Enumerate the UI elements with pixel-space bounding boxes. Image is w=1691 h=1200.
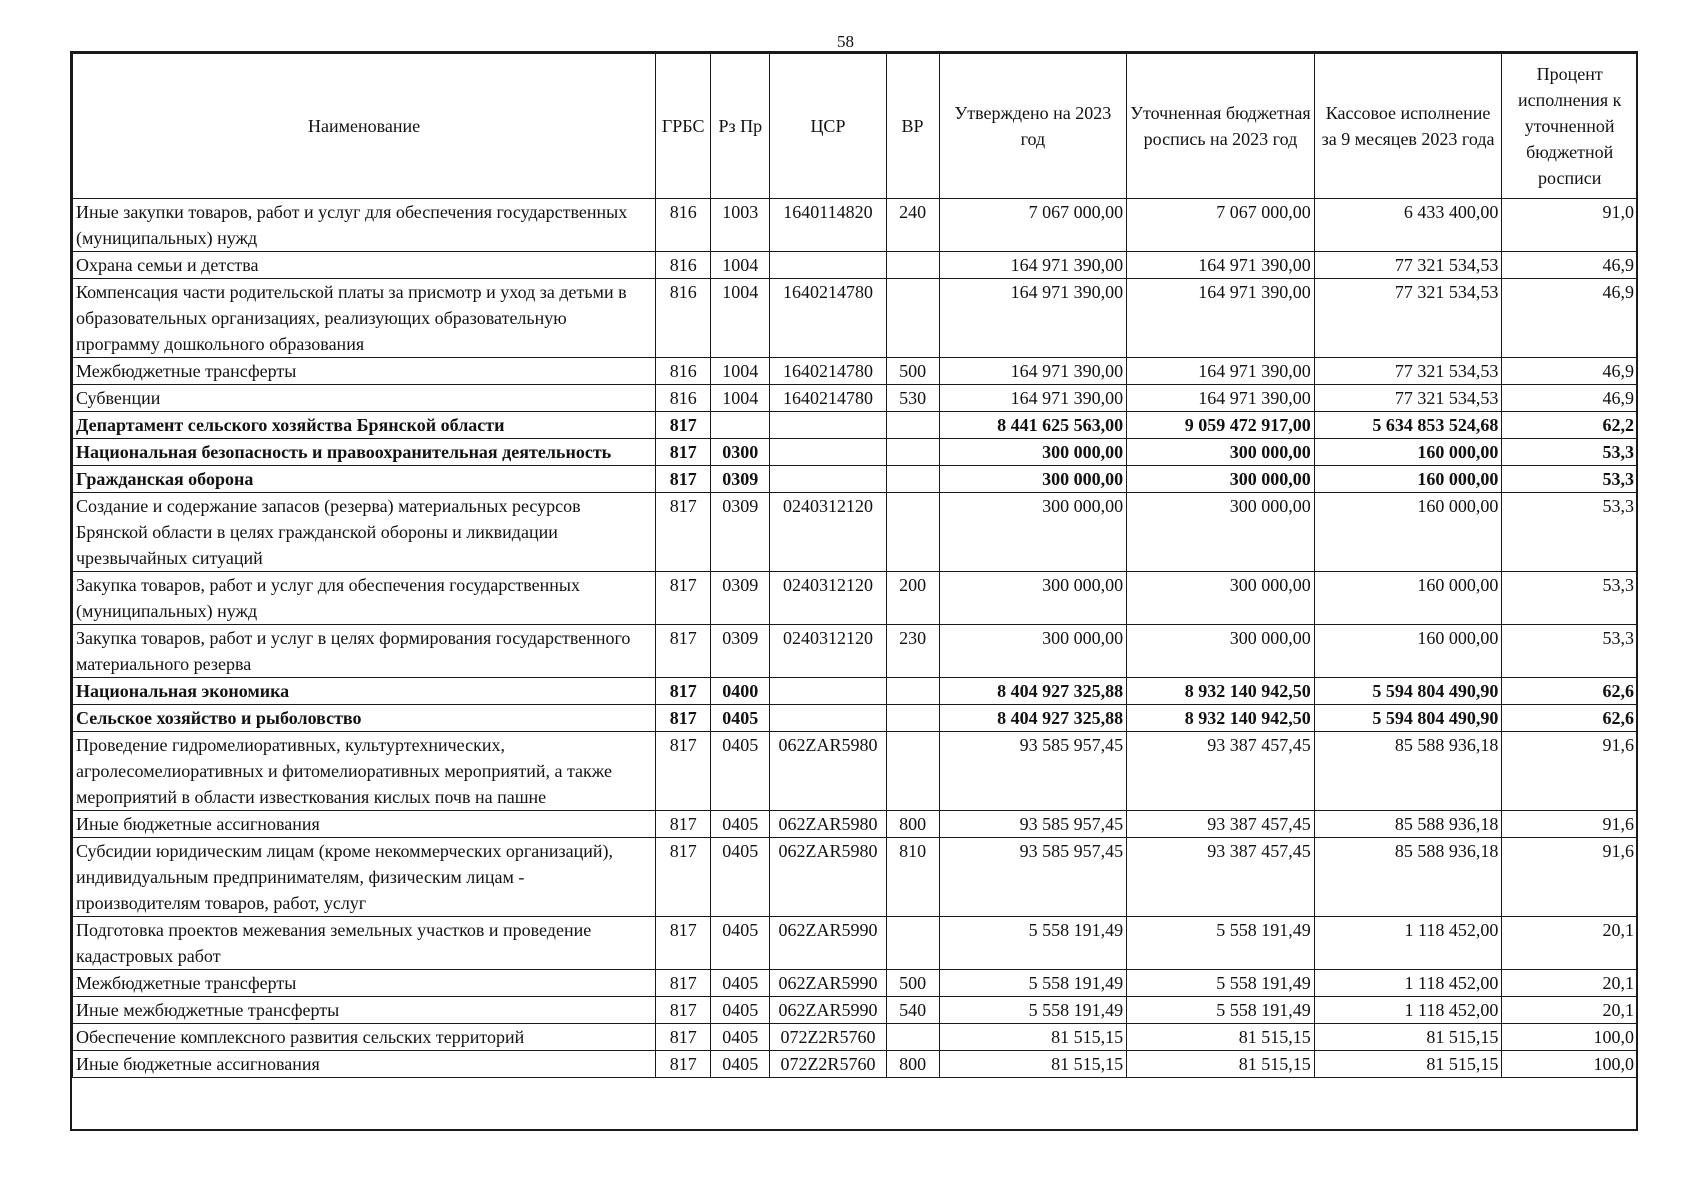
cell-csr <box>770 705 886 732</box>
cell-percent: 91,6 <box>1502 732 1638 811</box>
cell-cash: 160 000,00 <box>1314 466 1502 493</box>
header-name: Наименование <box>73 54 656 199</box>
cell-percent: 62,6 <box>1502 705 1638 732</box>
cell-cash: 5 594 804 490,90 <box>1314 705 1502 732</box>
table-row <box>73 199 1638 252</box>
cell-approved: 8 404 927 325,88 <box>939 678 1127 705</box>
cell-percent: 53,3 <box>1502 625 1638 678</box>
table-row <box>73 358 1638 385</box>
cell-cash: 1 118 452,00 <box>1314 997 1502 1024</box>
cell-name: Департамент сельского хозяйства Брянской области <box>73 412 656 439</box>
cell-approved: 164 971 390,00 <box>939 279 1127 358</box>
cell-refined: 300 000,00 <box>1127 572 1315 625</box>
table-row <box>73 625 1638 678</box>
cell-vr <box>886 705 939 732</box>
cell-percent: 20,1 <box>1502 917 1638 970</box>
cell-name: Национальная безопасность и правоохранительная деятельность <box>73 439 656 466</box>
cell-grbs: 817 <box>656 1051 711 1078</box>
table-body <box>73 199 1638 1078</box>
cell-vr: 530 <box>886 385 939 412</box>
cell-refined: 7 067 000,00 <box>1127 199 1315 252</box>
cell-csr: 1640114820 <box>770 199 886 252</box>
cell-name: Закупка товаров, работ и услуг для обеспечения государственных (муниципальных) нужд <box>73 572 656 625</box>
table-row <box>73 732 1638 811</box>
cell-approved: 300 000,00 <box>939 572 1127 625</box>
cell-approved: 164 971 390,00 <box>939 385 1127 412</box>
cell-name: Иные закупки товаров, работ и услуг для обеспечения государственных (муниципальных) нужд <box>73 199 656 252</box>
cell-grbs: 816 <box>656 385 711 412</box>
cell-cash: 77 321 534,53 <box>1314 385 1502 412</box>
cell-percent: 100,0 <box>1502 1024 1638 1051</box>
header-csr: ЦСР <box>770 54 886 199</box>
cell-csr: 062ZAR5990 <box>770 917 886 970</box>
cell-vr <box>886 252 939 279</box>
cell-grbs: 817 <box>656 466 711 493</box>
cell-refined: 5 558 191,49 <box>1127 917 1315 970</box>
cell-csr <box>770 439 886 466</box>
cell-csr: 072Z2R5760 <box>770 1051 886 1078</box>
cell-rzpr: 1004 <box>711 385 770 412</box>
cell-approved: 300 000,00 <box>939 625 1127 678</box>
cell-refined: 164 971 390,00 <box>1127 358 1315 385</box>
cell-refined: 5 558 191,49 <box>1127 997 1315 1024</box>
cell-vr: 200 <box>886 572 939 625</box>
cell-percent: 46,9 <box>1502 385 1638 412</box>
cell-rzpr: 0405 <box>711 1051 770 1078</box>
cell-vr <box>886 412 939 439</box>
cell-name: Охрана семьи и детства <box>73 252 656 279</box>
cell-grbs: 817 <box>656 997 711 1024</box>
cell-vr: 810 <box>886 838 939 917</box>
table-row <box>73 279 1638 358</box>
cell-approved: 5 558 191,49 <box>939 997 1127 1024</box>
table-header <box>73 54 1638 199</box>
cell-refined: 300 000,00 <box>1127 625 1315 678</box>
cell-name: Субсидии юридическим лицам (кроме некоммерческих организаций), индивидуальным предпринимателям, физическим лицам - производителям товаров, работ, услуг <box>73 838 656 917</box>
cell-csr: 1640214780 <box>770 385 886 412</box>
table-row <box>73 678 1638 705</box>
cell-rzpr: 0405 <box>711 970 770 997</box>
cell-grbs: 817 <box>656 917 711 970</box>
table-row <box>73 970 1638 997</box>
cell-cash: 1 118 452,00 <box>1314 917 1502 970</box>
cell-percent: 53,3 <box>1502 466 1638 493</box>
cell-csr <box>770 678 886 705</box>
cell-vr <box>886 917 939 970</box>
cell-refined: 93 387 457,45 <box>1127 811 1315 838</box>
cell-approved: 81 515,15 <box>939 1024 1127 1051</box>
cell-refined: 300 000,00 <box>1127 493 1315 572</box>
cell-csr: 062ZAR5990 <box>770 970 886 997</box>
table-row <box>73 838 1638 917</box>
cell-approved: 300 000,00 <box>939 466 1127 493</box>
cell-vr: 500 <box>886 970 939 997</box>
table-row <box>73 997 1638 1024</box>
cell-vr: 500 <box>886 358 939 385</box>
cell-refined: 300 000,00 <box>1127 439 1315 466</box>
cell-name: Обеспечение комплексного развития сельских территорий <box>73 1024 656 1051</box>
cell-grbs: 817 <box>656 412 711 439</box>
cell-rzpr: 1004 <box>711 252 770 279</box>
cell-rzpr: 1004 <box>711 279 770 358</box>
cell-csr <box>770 466 886 493</box>
cell-rzpr: 1003 <box>711 199 770 252</box>
cell-grbs: 817 <box>656 970 711 997</box>
cell-grbs: 817 <box>656 811 711 838</box>
cell-vr: 800 <box>886 1051 939 1078</box>
cell-vr: 230 <box>886 625 939 678</box>
header-cash: Кассовое исполнение за 9 месяцев 2023 года <box>1314 54 1502 199</box>
cell-approved: 7 067 000,00 <box>939 199 1127 252</box>
cell-cash: 77 321 534,53 <box>1314 252 1502 279</box>
cell-refined: 5 558 191,49 <box>1127 970 1315 997</box>
cell-cash: 160 000,00 <box>1314 439 1502 466</box>
table-row <box>73 385 1638 412</box>
cell-cash: 85 588 936,18 <box>1314 811 1502 838</box>
cell-rzpr: 0309 <box>711 493 770 572</box>
cell-grbs: 816 <box>656 199 711 252</box>
cell-csr: 1640214780 <box>770 358 886 385</box>
cell-approved: 5 558 191,49 <box>939 917 1127 970</box>
cell-csr: 1640214780 <box>770 279 886 358</box>
cell-name: Иные бюджетные ассигнования <box>73 1051 656 1078</box>
table-row <box>73 705 1638 732</box>
cell-approved: 300 000,00 <box>939 439 1127 466</box>
cell-rzpr: 0405 <box>711 705 770 732</box>
table-row <box>73 572 1638 625</box>
cell-cash: 77 321 534,53 <box>1314 358 1502 385</box>
header-rzpr: Рз Пр <box>711 54 770 199</box>
cell-approved: 164 971 390,00 <box>939 252 1127 279</box>
cell-refined: 81 515,15 <box>1127 1051 1315 1078</box>
cell-name: Межбюджетные трансферты <box>73 970 656 997</box>
cell-percent: 91,6 <box>1502 811 1638 838</box>
cell-percent: 46,9 <box>1502 279 1638 358</box>
cell-rzpr: 0405 <box>711 917 770 970</box>
cell-rzpr <box>711 412 770 439</box>
cell-vr <box>886 732 939 811</box>
cell-percent: 46,9 <box>1502 358 1638 385</box>
cell-percent: 20,1 <box>1502 997 1638 1024</box>
cell-name: Гражданская оборона <box>73 466 656 493</box>
cell-cash: 85 588 936,18 <box>1314 732 1502 811</box>
cell-cash: 1 118 452,00 <box>1314 970 1502 997</box>
table-row <box>73 412 1638 439</box>
cell-cash: 160 000,00 <box>1314 493 1502 572</box>
table-row <box>73 439 1638 466</box>
cell-approved: 5 558 191,49 <box>939 970 1127 997</box>
cell-approved: 81 515,15 <box>939 1051 1127 1078</box>
cell-cash: 85 588 936,18 <box>1314 838 1502 917</box>
cell-percent: 53,3 <box>1502 572 1638 625</box>
header-approved: Утверждено на 2023 год <box>939 54 1127 199</box>
table-row <box>73 1024 1638 1051</box>
cell-vr: 540 <box>886 997 939 1024</box>
cell-percent: 91,0 <box>1502 199 1638 252</box>
cell-grbs: 817 <box>656 625 711 678</box>
cell-percent: 62,2 <box>1502 412 1638 439</box>
cell-refined: 93 387 457,45 <box>1127 838 1315 917</box>
cell-name: Субвенции <box>73 385 656 412</box>
cell-vr <box>886 1024 939 1051</box>
cell-name: Иные межбюджетные трансферты <box>73 997 656 1024</box>
cell-approved: 8 441 625 563,00 <box>939 412 1127 439</box>
page-number: 58 <box>837 32 854 51</box>
cell-refined: 300 000,00 <box>1127 466 1315 493</box>
header-grbs: ГРБС <box>656 54 711 199</box>
cell-grbs: 817 <box>656 493 711 572</box>
cell-rzpr: 0309 <box>711 625 770 678</box>
cell-refined: 8 932 140 942,50 <box>1127 705 1315 732</box>
cell-vr: 240 <box>886 199 939 252</box>
table-row <box>73 466 1638 493</box>
cell-refined: 164 971 390,00 <box>1127 385 1315 412</box>
cell-refined: 164 971 390,00 <box>1127 252 1315 279</box>
cell-percent: 91,6 <box>1502 838 1638 917</box>
cell-approved: 164 971 390,00 <box>939 358 1127 385</box>
cell-csr: 0240312120 <box>770 572 886 625</box>
cell-csr: 0240312120 <box>770 625 886 678</box>
cell-csr: 062ZAR5990 <box>770 997 886 1024</box>
cell-rzpr: 0405 <box>711 1024 770 1051</box>
cell-approved: 8 404 927 325,88 <box>939 705 1127 732</box>
cell-grbs: 816 <box>656 279 711 358</box>
cell-grbs: 816 <box>656 358 711 385</box>
cell-name: Проведение гидромелиоративных, культуртехнических, агролесомелиоративных и фитомелиоративных мероприятий, а также мероприятий в области известкования кислых почв на пашне <box>73 732 656 811</box>
cell-cash: 81 515,15 <box>1314 1051 1502 1078</box>
cell-csr: 062ZAR5980 <box>770 732 886 811</box>
cell-rzpr: 0300 <box>711 439 770 466</box>
header-percent: Процент исполнения к уточненной бюджетной росписи <box>1502 54 1638 199</box>
budget-execution-table <box>72 53 1638 1078</box>
cell-percent: 62,6 <box>1502 678 1638 705</box>
cell-cash: 5 594 804 490,90 <box>1314 678 1502 705</box>
cell-rzpr: 0400 <box>711 678 770 705</box>
cell-csr <box>770 412 886 439</box>
cell-approved: 300 000,00 <box>939 493 1127 572</box>
cell-vr: 800 <box>886 811 939 838</box>
cell-name: Закупка товаров, работ и услуг в целях формирования государственного материального резерва <box>73 625 656 678</box>
header-refined: Уточненная бюджетная роспись на 2023 год <box>1127 54 1315 199</box>
cell-grbs: 817 <box>656 572 711 625</box>
cell-refined: 93 387 457,45 <box>1127 732 1315 811</box>
cell-cash: 77 321 534,53 <box>1314 279 1502 358</box>
table-row <box>73 917 1638 970</box>
cell-refined: 164 971 390,00 <box>1127 279 1315 358</box>
cell-rzpr: 0405 <box>711 732 770 811</box>
cell-cash: 81 515,15 <box>1314 1024 1502 1051</box>
cell-name: Подготовка проектов межевания земельных участков и проведение кадастровых работ <box>73 917 656 970</box>
cell-name: Национальная экономика <box>73 678 656 705</box>
cell-grbs: 817 <box>656 1024 711 1051</box>
cell-grbs: 817 <box>656 838 711 917</box>
cell-grbs: 816 <box>656 252 711 279</box>
cell-rzpr: 1004 <box>711 358 770 385</box>
cell-name: Создание и содержание запасов (резерва) материальных ресурсов Брянской области в целях гражданской обороны и ликвидации чрезвычайных ситуаций <box>73 493 656 572</box>
cell-vr <box>886 439 939 466</box>
cell-name: Иные бюджетные ассигнования <box>73 811 656 838</box>
cell-percent: 100,0 <box>1502 1051 1638 1078</box>
cell-csr: 062ZAR5980 <box>770 838 886 917</box>
cell-cash: 160 000,00 <box>1314 572 1502 625</box>
cell-grbs: 817 <box>656 705 711 732</box>
cell-cash: 5 634 853 524,68 <box>1314 412 1502 439</box>
cell-rzpr: 0309 <box>711 466 770 493</box>
cell-rzpr: 0405 <box>711 997 770 1024</box>
cell-vr <box>886 279 939 358</box>
cell-approved: 93 585 957,45 <box>939 838 1127 917</box>
cell-name: Межбюджетные трансферты <box>73 358 656 385</box>
cell-cash: 160 000,00 <box>1314 625 1502 678</box>
cell-csr: 062ZAR5980 <box>770 811 886 838</box>
table-row <box>73 1051 1638 1078</box>
cell-approved: 93 585 957,45 <box>939 811 1127 838</box>
header-vr: ВР <box>886 54 939 199</box>
cell-csr <box>770 252 886 279</box>
cell-name: Компенсация части родительской платы за присмотр и уход за детьми в образовательных организациях, реализующих образовательную программу дошкольного образования <box>73 279 656 358</box>
cell-vr <box>886 678 939 705</box>
cell-name: Сельское хозяйство и рыболовство <box>73 705 656 732</box>
cell-vr <box>886 493 939 572</box>
cell-grbs: 817 <box>656 678 711 705</box>
cell-grbs: 817 <box>656 732 711 811</box>
cell-refined: 9 059 472 917,00 <box>1127 412 1315 439</box>
cell-refined: 81 515,15 <box>1127 1024 1315 1051</box>
cell-percent: 20,1 <box>1502 970 1638 997</box>
cell-csr: 072Z2R5760 <box>770 1024 886 1051</box>
table-row <box>73 493 1638 572</box>
cell-csr: 0240312120 <box>770 493 886 572</box>
cell-percent: 46,9 <box>1502 252 1638 279</box>
cell-vr <box>886 466 939 493</box>
table-row <box>73 811 1638 838</box>
cell-percent: 53,3 <box>1502 439 1638 466</box>
cell-rzpr: 0309 <box>711 572 770 625</box>
cell-rzpr: 0405 <box>711 811 770 838</box>
table-row <box>73 252 1638 279</box>
cell-cash: 6 433 400,00 <box>1314 199 1502 252</box>
cell-refined: 8 932 140 942,50 <box>1127 678 1315 705</box>
cell-grbs: 817 <box>656 439 711 466</box>
cell-approved: 93 585 957,45 <box>939 732 1127 811</box>
cell-rzpr: 0405 <box>711 838 770 917</box>
cell-percent: 53,3 <box>1502 493 1638 572</box>
